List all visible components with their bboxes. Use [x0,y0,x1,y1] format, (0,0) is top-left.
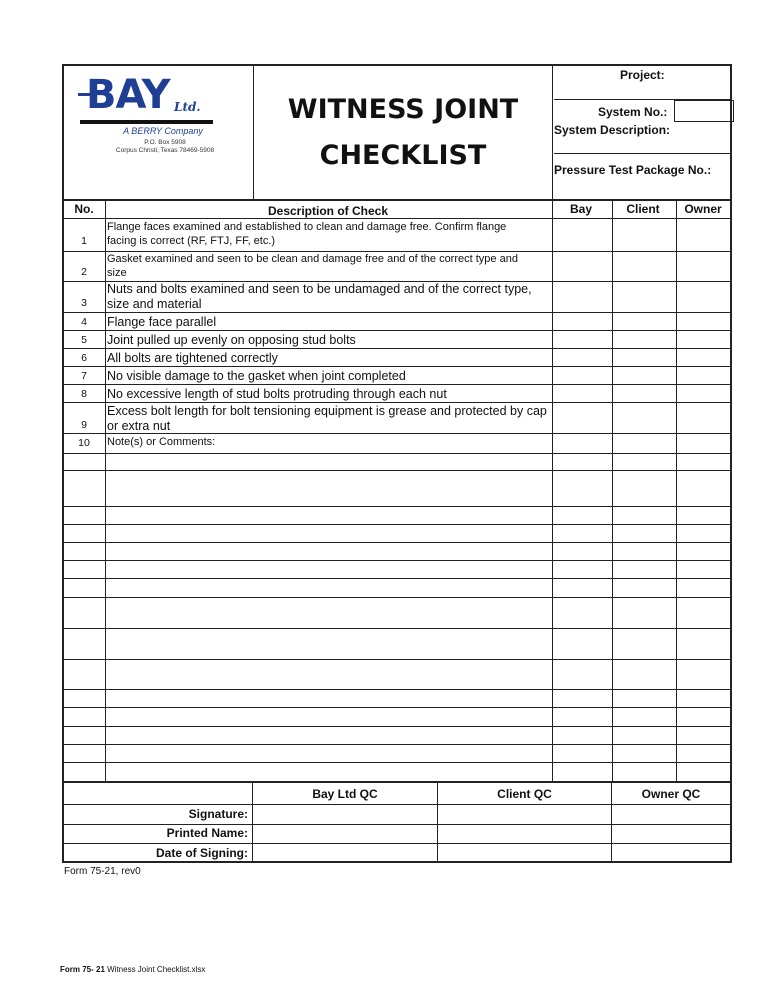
owner-qc-header: Owner QC [641,787,701,801]
table-row-line [64,348,730,349]
signoff-table [62,781,732,863]
row-number: 9 [81,419,87,431]
system-no-field[interactable] [674,100,734,122]
row-number: 10 [78,437,90,449]
table-row-line [64,578,730,579]
signature-label: Signature: [188,807,248,821]
client-qc-header: Client QC [497,787,552,801]
check-description: Flange face parallel [107,315,217,329]
date-of-signing-label-cell [64,846,250,862]
row-number: 1 [81,235,87,247]
row-number: 5 [81,334,87,346]
table-row-line [64,506,730,507]
table-row-line [64,659,730,660]
printed-name-label: Printed Name: [166,826,248,840]
table-row-line [64,470,730,471]
system-description-label: System Description: [554,123,671,137]
table-row-line [64,628,730,629]
table-row-line [64,597,730,598]
header-field-line [554,153,732,154]
row-number: 3 [81,297,87,309]
project-label: Project: [620,68,665,82]
row-number: 8 [81,388,87,400]
company-address-line2: Corpus Christi, Texas 78469-5908 [115,147,215,154]
table-row-line [64,560,730,561]
logo-wordmark: BAY [86,72,170,118]
table-row-line [64,366,730,367]
logo-suffix: Ltd. [174,100,201,114]
form-number: Form 75-21, rev0 [64,866,141,877]
table-row-line [64,689,730,690]
table-row-line [64,843,730,844]
title-line2: CHECKLIST [319,139,487,171]
page-footer [60,965,205,974]
table-row-line [64,542,730,543]
logo-underline [80,120,213,124]
table-row-line [64,384,730,385]
printed-name-label-cell [64,826,250,842]
table-row-line [64,726,730,727]
check-description-line: size [107,267,127,279]
row-number: 4 [81,316,87,328]
row-number: 2 [81,266,87,278]
row-number: 7 [81,370,87,382]
check-description: All bolts are tightened correctly [107,351,278,365]
check-description-line: Flange faces examined and established to clean and damage free. Confirm flange [107,221,507,233]
date-of-signing-label: Date of Signing: [156,846,248,860]
table-row-line [64,524,730,525]
company-logo [64,66,253,199]
table-row-line [64,312,730,313]
column-divider [676,201,677,781]
check-description-line: Nuts and bolts examined and seen to be undamaged and of the correct type, [107,282,532,296]
check-description [107,404,549,434]
form-header [62,64,732,201]
column-header-owner: Owner [684,202,722,216]
column-divider [612,201,613,781]
signature-label-cell [64,807,250,823]
table-row-line [64,824,730,825]
check-description-line: Excess bolt length for bolt tensioning equipment is grease and protected by cap [107,404,547,418]
pressure-test-package-label: Pressure Test Package No.: [554,163,712,177]
check-description-line: or extra nut [107,419,171,433]
check-description [107,282,549,312]
row-number: 6 [81,352,87,364]
system-no-label: System No.: [598,105,668,119]
company-tagline: A BERRY Company [123,126,203,136]
table-row-line [64,762,730,763]
title-line1: WITNESS JOINT [287,93,519,125]
column-divider [552,201,553,781]
check-description [107,220,549,248]
table-row-line [64,707,730,708]
check-description-line: facing is correct (RF, FTJ, FF, etc.) [107,235,276,247]
table-row-line [64,453,730,454]
header-divider [552,66,553,199]
table-row-line [64,804,730,805]
company-address-line1: P.O. Box 5908 [144,139,186,146]
column-divider [105,201,106,781]
check-description: No visible damage to the gasket when joint completed [107,369,406,383]
table-row-line [64,330,730,331]
comments-label: Note(s) or Comments: [107,436,216,448]
table-row-line [64,218,730,219]
check-description-line: Gasket examined and seen to be clean and damage free and of the correct type and [107,253,518,265]
column-header-client: Client [626,202,660,216]
check-description [107,252,549,280]
column-header-description: Description of Check [267,204,389,218]
table-row-line [64,402,730,403]
check-description: No excessive length of stud bolts protruding through each nut [107,387,447,401]
column-header-no: No. [74,202,94,216]
column-header-bay: Bay [569,202,592,216]
footer-filename: Witness Joint Checklist.xlsx [104,965,206,974]
check-description-line: size and material [107,297,202,311]
table-row-line [64,744,730,745]
check-description: Joint pulled up evenly on opposing stud bolts [107,333,356,347]
bay-qc-header: Bay Ltd QC [312,787,378,801]
page-title [254,66,552,199]
footer-form-id: Form 75- 21 [60,965,105,974]
